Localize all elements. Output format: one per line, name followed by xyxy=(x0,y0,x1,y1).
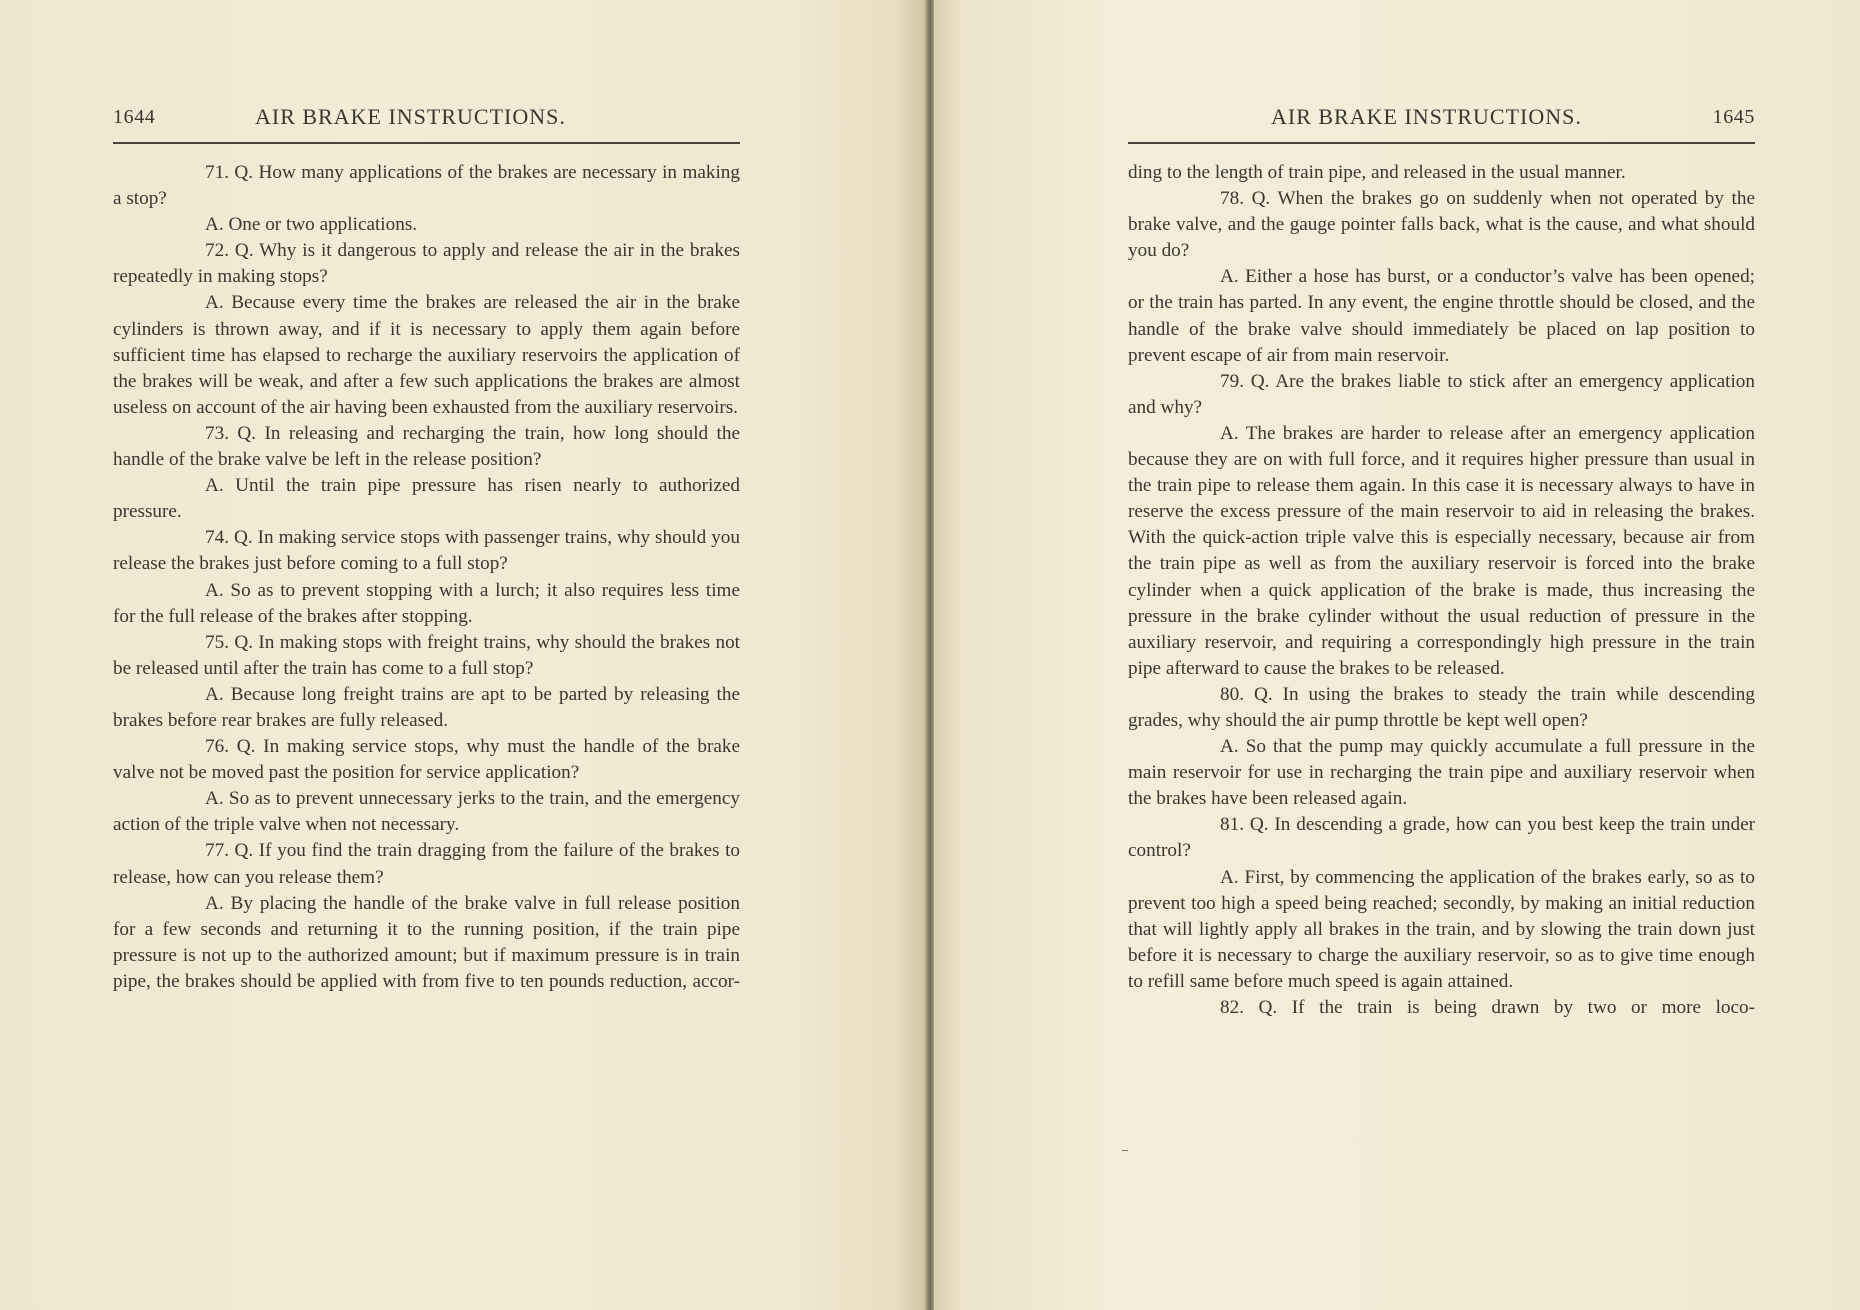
question-81: 81. Q. In descending a grade, how can you best keep the train under control? xyxy=(1128,814,1755,862)
question-80: 80. Q. In using the brakes to steady the train while descending grades, why should the air pump throttle be kept well open? xyxy=(1128,683,1755,731)
question-78: 78. Q. When the brakes go on suddenly when not operated by the brake valve, and the gauge pointer falls back, what is the cause, and what should you do? xyxy=(1128,188,1755,262)
printer-mark xyxy=(1122,1150,1128,1151)
answer-73: A. Until the train pipe pressure has risen nearly to authorized pressure. xyxy=(113,475,740,523)
question-75: 75. Q. In making stops with freight trains, why should the brakes not be released until after the train has come to a full stop? xyxy=(113,631,740,679)
answer-75: A. Because long freight trains are apt to be parted by releasing the brakes before rear brakes are fully released. xyxy=(113,683,740,731)
left-page xyxy=(0,0,926,1310)
running-title: AIR BRAKE INSTRUCTIONS. xyxy=(1271,104,1582,129)
question-79: 79. Q. Are the brakes liable to stick after an emergency application and why? xyxy=(1128,370,1755,418)
answer-77: A. By placing the handle of the brake valve in full release position for a few seconds and returning it to the running position, if the train pipe pressure is not up to the authorized amount; but if maximum pressure is in train pipe, the brakes should be applied with from five to ten pounds reduction, accor- xyxy=(113,892,740,992)
answer-78: A. Either a hose has burst, or a conductor’s valve has been opened; or the train has parted. In any event, the engine throttle should be closed, and the handle of the brake valve should immediately be placed on lap position to prevent escape of air from main reservoir. xyxy=(1128,266,1755,366)
answer-81: A. First, by commencing the application of the brakes early, so as to prevent too high a speed being reached; secondly, by making an initial reduction that will lightly apply all brakes in the train, and by slowing the train down just before it is necessary to charge the auxiliary reservoir, so as to give time enough to refill same before much speed is again attained. xyxy=(1128,866,1755,992)
running-title: AIR BRAKE INSTRUCTIONS. xyxy=(255,104,566,129)
answer-72: A. Because every time the brakes are released the air in the brake cylinders is thrown away, and if it is necessary to apply them again before sufficient time has elapsed to recharge the auxiliary reservoirs the application of the brakes will be weak, and after a few such applications the brakes are almost useless on account of the air having been exhausted from the auxiliary reservoirs. xyxy=(113,292,740,418)
answer-71: A. One or two applications. xyxy=(205,214,418,236)
answer-76: A. So as to prevent unnecessary jerks to the train, and the emergency action of the triple valve when not necessary. xyxy=(113,788,740,836)
page-number: 1644 xyxy=(113,106,156,128)
question-77: 77. Q. If you find the train dragging from the failure of the brakes to release, how can you release them? xyxy=(113,840,740,888)
answer-74: A. So as to prevent stopping with a lurch; it also requires less time for the full release of the brakes after stopping. xyxy=(113,579,740,627)
right-running-head xyxy=(1128,104,1755,134)
question-82: 82. Q. If the train is being drawn by two or more loco- xyxy=(1220,997,1755,1018)
question-76: 76. Q. In making service stops, why must the handle of the brake valve not be moved past the position for service application? xyxy=(113,736,740,784)
continuation-77: ding to the length of train pipe, and released in the usual manner. xyxy=(1128,162,1626,183)
question-74: 74. Q. In making service stops with passenger trains, why should you release the brakes just before coming to a full stop? xyxy=(113,527,740,575)
left-running-head xyxy=(113,104,740,134)
question-73: 73. Q. In releasing and recharging the train, how long should the handle of the brake valve be left in the release position? xyxy=(113,422,740,471)
question-72: 72. Q. Why is it dangerous to apply and release the air in the brakes repeatedly in making stops? xyxy=(113,240,740,288)
right-page xyxy=(934,0,1860,1310)
answer-79: A. The brakes are harder to release after an emergency application because they are on with full force, and it requires higher pressure than usual in the train pipe to release them again. In this case it is necessary always to have in reserve the excess pressure of the main reservoir to aid in releasing the brakes. With the quick-action triple valve this is especially necessary, because air from the train pipe as well as from the auxiliary reservoir is forced into the brake cylinder when a quick application of the brake is made, thus increasing the pressure in the brake cylinder without the usual reduction of pressure in the auxiliary reservoir, and requiring a correspondingly high pressure in the train pipe afterward to cause the brakes to be released. xyxy=(1128,422,1755,679)
page-number: 1645 xyxy=(1712,106,1755,128)
header-rule xyxy=(113,142,740,144)
right-body-text xyxy=(1128,160,1755,1021)
left-body-text xyxy=(113,160,740,995)
header-rule xyxy=(1128,142,1755,144)
question-71: 71. Q. How many applications of the brakes are necessary in making a stop? xyxy=(113,162,740,210)
answer-80: A. So that the pump may quickly accumulate a full pressure in the main reservoir for use in recharging the train pipe and auxiliary reservoir when the brakes have been released again. xyxy=(1128,736,1755,810)
